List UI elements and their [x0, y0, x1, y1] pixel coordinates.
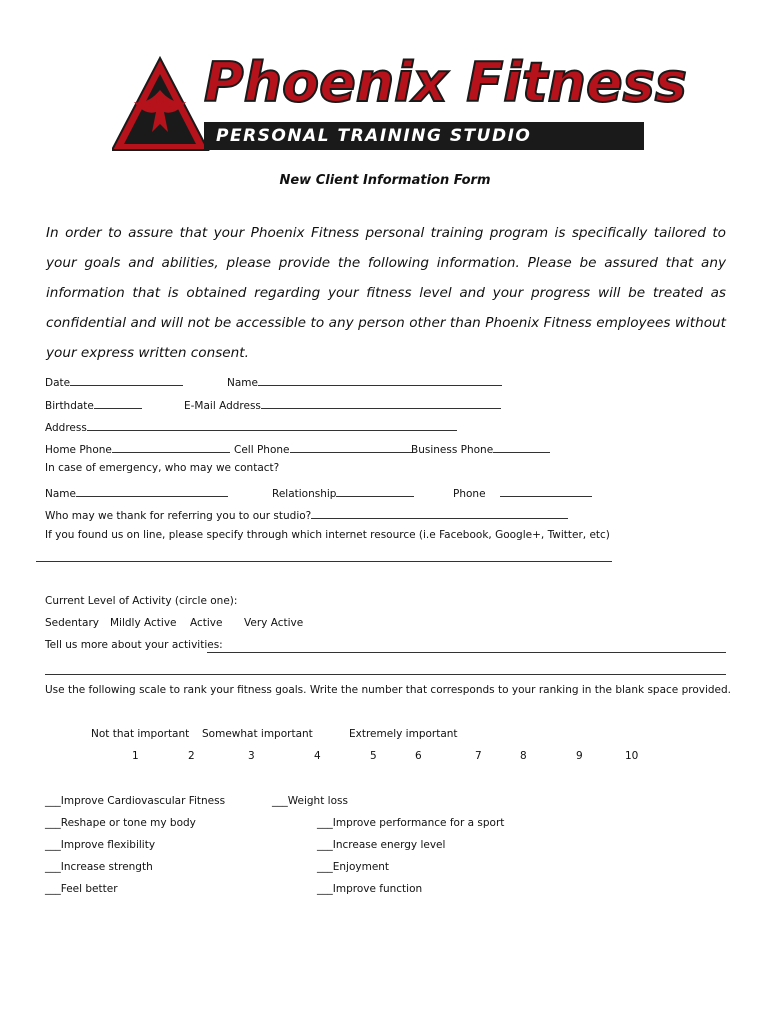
- emergency-name-label: Name: [45, 488, 76, 500]
- goal-item[interactable]: [317, 817, 504, 830]
- goal-blank[interactable]: ___: [45, 861, 61, 873]
- birthdate-field[interactable]: [45, 396, 142, 413]
- logo-subtitle-text: PERSONAL TRAINING STUDIO: [216, 126, 532, 146]
- goal-item[interactable]: [317, 839, 445, 852]
- goal-blank[interactable]: ___: [317, 861, 333, 873]
- activity-level-mildly-active[interactable]: Mildly Active: [110, 617, 177, 629]
- relationship-field[interactable]: [272, 484, 414, 501]
- relationship-input-line[interactable]: [336, 484, 414, 497]
- activity-prompt: Current Level of Activity (circle one):: [45, 595, 238, 607]
- date-label: Date: [45, 377, 71, 389]
- scale-number: 2: [188, 750, 195, 762]
- email-label: E-Mail Address: [184, 400, 261, 412]
- name-input-line[interactable]: [258, 373, 502, 386]
- emergency-phone-field[interactable]: [453, 484, 592, 501]
- goal-item[interactable]: [45, 817, 196, 830]
- emergency-name-field[interactable]: [45, 484, 228, 501]
- activities-more-prompt: Tell us more about your activities:: [45, 639, 223, 651]
- scale-label-mid: Somewhat important: [202, 728, 313, 740]
- address-label: Address: [45, 422, 87, 434]
- activity-level-sedentary[interactable]: Sedentary: [45, 617, 99, 629]
- emergency-prompt: In case of emergency, who may we contact?: [45, 462, 280, 474]
- goal-item[interactable]: [45, 861, 153, 874]
- cell-phone-input-line[interactable]: [290, 440, 412, 453]
- goal-label: Improve Cardiovascular Fitness: [60, 795, 226, 807]
- business-phone-field[interactable]: [411, 440, 550, 457]
- name-field[interactable]: [227, 373, 502, 390]
- phoenix-fitness-logo: [112, 51, 687, 152]
- goal-item[interactable]: [317, 861, 389, 874]
- goal-label: Reshape or tone my body: [60, 817, 196, 829]
- referral-field[interactable]: [45, 506, 568, 523]
- goal-label: Improve function: [332, 883, 423, 895]
- goal-item[interactable]: [317, 883, 422, 896]
- goal-blank[interactable]: ___: [45, 883, 61, 895]
- cell-phone-label: Cell Phone: [234, 444, 290, 456]
- scale-number: 3: [248, 750, 255, 762]
- scale-number: 9: [576, 750, 583, 762]
- home-phone-label: Home Phone: [45, 444, 112, 456]
- goal-blank[interactable]: ___: [45, 817, 61, 829]
- scale-number: 8: [520, 750, 527, 762]
- scale-number: 6: [415, 750, 422, 762]
- scale-label-high: Extremely important: [349, 728, 458, 740]
- goal-label: Improve flexibility: [60, 839, 156, 851]
- goal-label: Increase strength: [60, 861, 153, 873]
- birthdate-input-line[interactable]: [94, 396, 142, 409]
- scale-label-low: Not that important: [91, 728, 190, 740]
- online-resource-prompt: If you found us on line, please specify through which internet resource (i.e Facebook, Google+, Twitter, etc): [45, 529, 610, 541]
- address-field[interactable]: [45, 418, 457, 435]
- emergency-name-input-line[interactable]: [76, 484, 228, 497]
- scale-number: 7: [475, 750, 482, 762]
- goal-label: Feel better: [60, 883, 118, 895]
- goal-blank[interactable]: ___: [317, 883, 333, 895]
- business-phone-label: Business Phone: [411, 444, 494, 456]
- email-field[interactable]: [184, 396, 501, 413]
- logo-brand-text: Phoenix Fitness: [204, 51, 687, 114]
- referral-input-line[interactable]: [311, 506, 568, 519]
- emergency-phone-input-line[interactable]: [500, 484, 592, 497]
- birthdate-label: Birthdate: [45, 400, 94, 412]
- address-input-line[interactable]: [87, 418, 457, 431]
- date-field[interactable]: [45, 373, 183, 390]
- goal-item[interactable]: [272, 795, 348, 808]
- goal-blank[interactable]: ___: [45, 839, 61, 851]
- scale-instructions: Use the following scale to rank your fitness goals. Write the number that corresponds to your ranking in the blank space provided.: [45, 684, 732, 696]
- form-title: New Client Information Form: [279, 173, 491, 188]
- emergency-phone-label: Phone: [453, 488, 486, 500]
- referral-label: Who may we thank for referring you to our studio?: [45, 510, 312, 522]
- activity-level-active[interactable]: Active: [190, 617, 223, 629]
- goal-label: Weight loss: [287, 795, 348, 807]
- goal-blank[interactable]: ___: [317, 817, 333, 829]
- activities-more-input-line[interactable]: [207, 652, 726, 653]
- goal-label: Increase energy level: [332, 839, 446, 851]
- scale-number: 1: [132, 750, 139, 762]
- scale-number: 5: [370, 750, 377, 762]
- online-resource-input-line[interactable]: [36, 561, 612, 562]
- intro-paragraph: In order to assure that your Phoenix Fitness personal training program is specifically tailored to your goals and abilities, please provide the following information. Please be assured that any information that is obtained regarding your fitness level and your progress will be treated as confidential and will not be accessible to any person other than Phoenix Fitness employees without your express written consent.: [46, 225, 726, 361]
- goal-item[interactable]: [45, 795, 225, 808]
- name-label: Name: [227, 377, 258, 389]
- goal-item[interactable]: [45, 839, 155, 852]
- scale-number: 10: [625, 750, 639, 762]
- goal-blank[interactable]: ___: [272, 795, 288, 807]
- cell-phone-field[interactable]: [234, 440, 412, 457]
- business-phone-input-line[interactable]: [493, 440, 550, 453]
- home-phone-field[interactable]: [45, 440, 230, 457]
- goal-item[interactable]: [45, 883, 118, 896]
- goal-label: Enjoyment: [332, 861, 390, 873]
- email-input-line[interactable]: [261, 396, 501, 409]
- activities-more-input-line-2[interactable]: [45, 674, 726, 675]
- home-phone-input-line[interactable]: [112, 440, 230, 453]
- goal-blank[interactable]: ___: [317, 839, 333, 851]
- date-input-line[interactable]: [70, 373, 183, 386]
- goal-blank[interactable]: ___: [45, 795, 61, 807]
- scale-number: 4: [314, 750, 321, 762]
- relationship-label: Relationship: [272, 488, 337, 500]
- goal-label: Improve performance for a sport: [332, 817, 505, 829]
- activity-level-very-active[interactable]: Very Active: [244, 617, 304, 629]
